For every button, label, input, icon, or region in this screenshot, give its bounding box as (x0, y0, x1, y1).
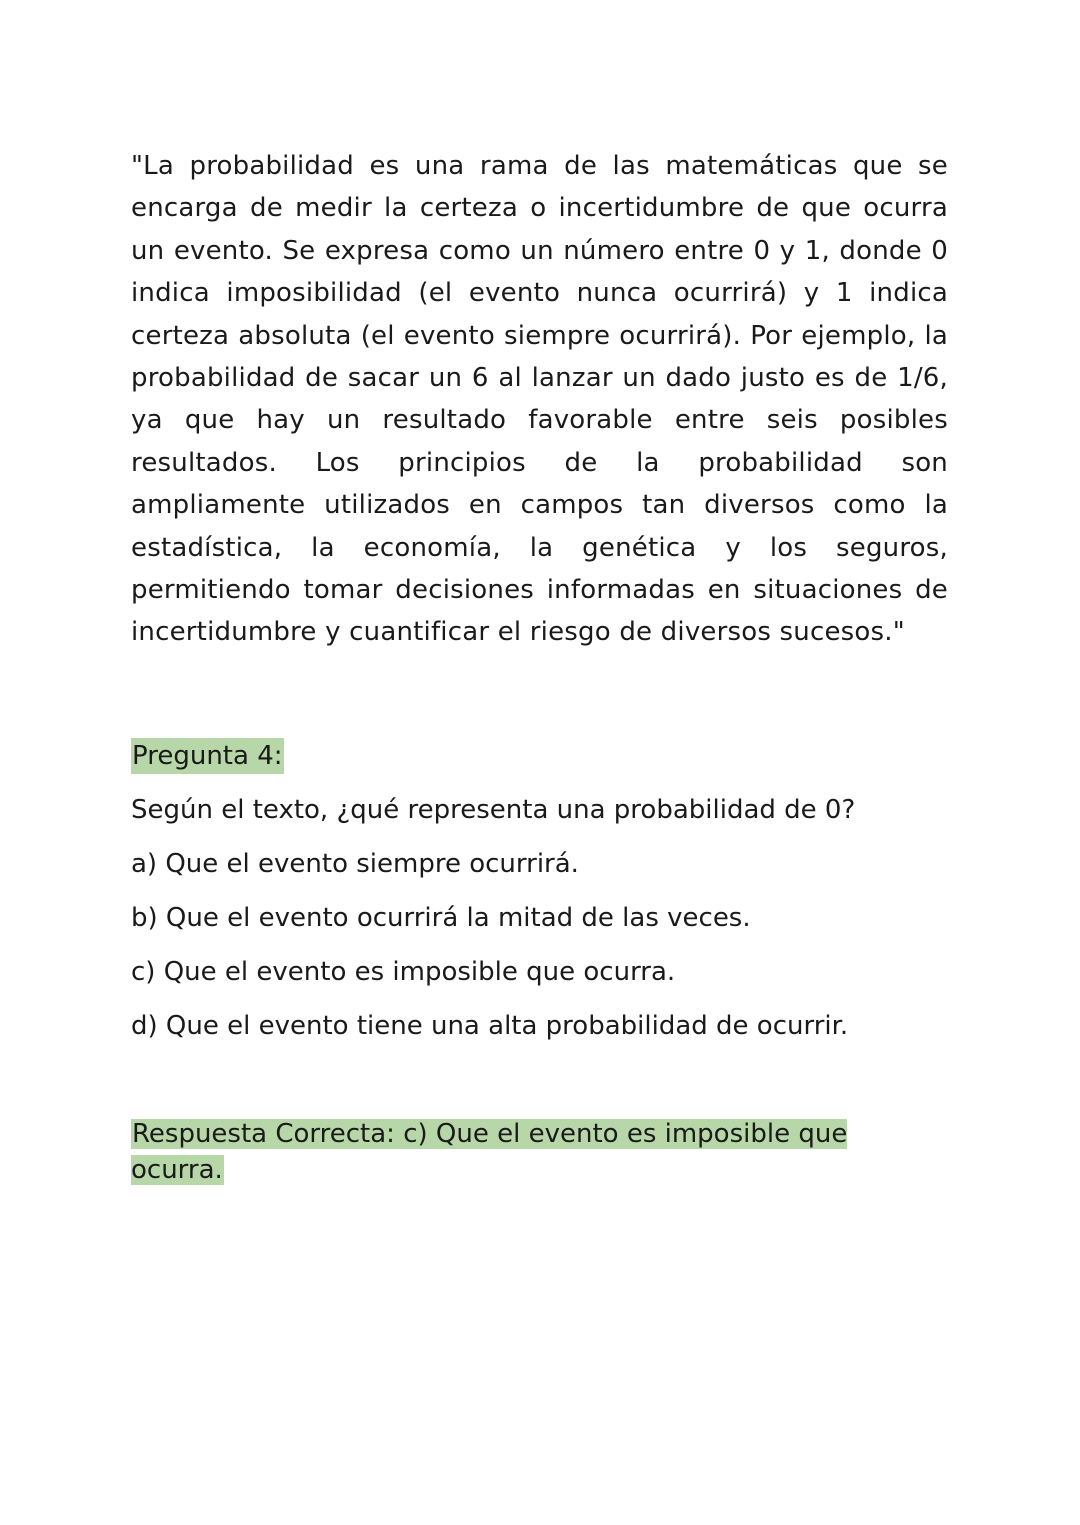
question-block (131, 738, 948, 1044)
question-text: Según el texto, ¿qué representa una probabilidad de 0? (131, 794, 856, 825)
reading-passage: "La probabilidad es una rama de las matemáticas que se encarga de medir la certeza o incertidumbre de que ocurra un evento. Se expresa como un número entre 0 y 1, donde 0 indica imposibilidad (el evento nunca ocurrirá) y 1 indica certeza absoluta (el evento siempre ocurrirá). Por ejemplo, la probabilidad de sacar un 6 al lanzar un dado justo es de 1/6, ya que hay un resultado favorable entre seis posibles resultados. Los principios de la probabilidad son ampliamente utilizados en campos tan diversos como la estadística, la economía, la genética y los seguros, permitiendo tomar decisiones informadas en situaciones de incertidumbre y cuantificar el riesgo de diversos sucesos." (131, 151, 948, 648)
option-c: c) Que el evento es imposible que ocurra. (131, 956, 676, 987)
answer-options (131, 846, 948, 1044)
option-a: a) Que el evento siempre ocurrirá. (131, 848, 579, 879)
question-label: Pregunta 4: (131, 738, 284, 774)
correct-answer: Respuesta Correcta: c) Que el evento es imposible que ocurra. (131, 1118, 848, 1185)
option-d: d) Que el evento tiene una alta probabilidad de ocurrir. (131, 1010, 849, 1041)
answer-block (131, 1116, 948, 1188)
option-b: b) Que el evento ocurrirá la mitad de las veces. (131, 902, 751, 933)
document-page (131, 145, 948, 1188)
